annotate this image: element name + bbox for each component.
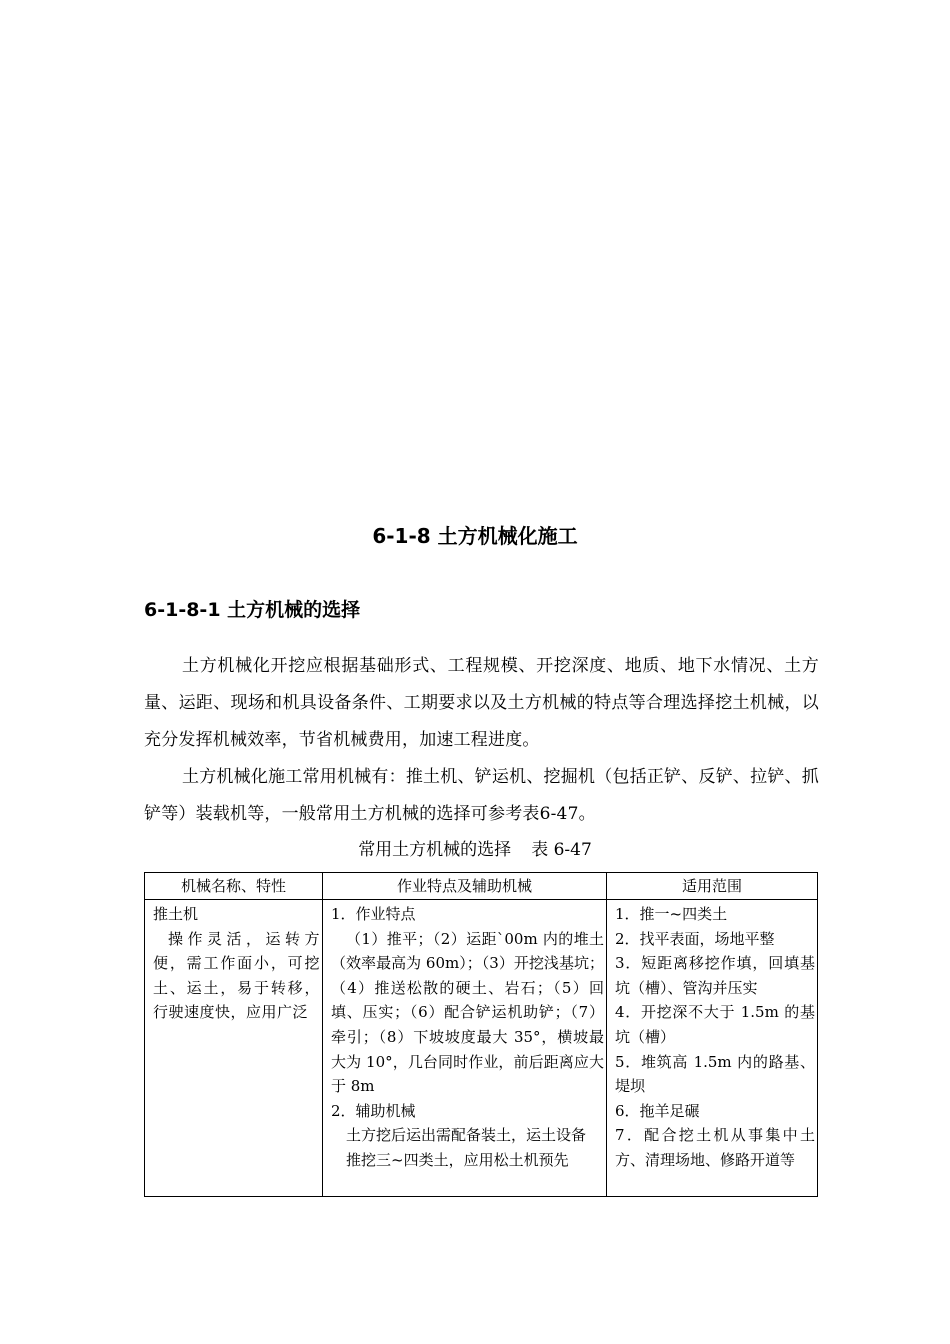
body-paragraph-2: 土方机械化施工常用机械有：推土机、铲运机、挖掘机（包括正铲、反铲、拉铲、抓铲等）装载机等，一般常用土方机械的选择可参考表6-47。 xyxy=(144,767,819,824)
body-paragraph-1: 土方机械化开挖应根据基础形式、工程规模、开挖深度、地质、地下水情况、土方量、运距、现场和机具设备条件、工期要求以及土方机械的特点等合理选择挖土机械，以充分发挥机械效率，节省机械费用，加速工程进度。 xyxy=(144,656,819,750)
table-header-row xyxy=(145,873,818,900)
table-caption-number: 表 6-47 xyxy=(531,840,592,860)
scope-line: 7．配合挖土机从事集中土方、清理场地、修路开道等 xyxy=(615,1126,815,1169)
machine-selection-table xyxy=(144,872,818,1197)
machine-cell xyxy=(145,900,323,1197)
machine-traits: 操作灵活，运转方便，需工作面小，可挖土、运土，易于转移，行驶速度快，应用广泛 xyxy=(153,929,320,1022)
scope-cell xyxy=(607,900,818,1197)
scope-line: 5．堆筑高 1.5m 内的路基、堤坝 xyxy=(615,1052,815,1096)
scope-line: 2．找平表面，场地平整 xyxy=(615,929,775,948)
table-caption xyxy=(0,836,950,864)
operation-line: （1）推平；（2）运距`00m 内的堆土（效率最高为 60m）；（3）开挖浅基坑；（4）推送松散的硬土、岩石；（5）回填、压实；（6）配合铲运机助铲；（7）牵引；（8）下坡坡度最大 35°，横坡最大为 10°，几台同时作业，前后距离应大于 8m xyxy=(331,929,604,1096)
scope-line: 4．开挖深不大于 1.5m 的基坑（槽） xyxy=(615,1003,815,1046)
table-header-scope: 适用范围 xyxy=(607,873,818,900)
operation-line: 2．辅助机械 xyxy=(331,1101,416,1120)
section-heading: 6-1-8-1 土方机械的选择 xyxy=(144,599,361,621)
page-title: 6-1-8 土方机械化施工 xyxy=(372,524,578,548)
operation-line: 土方挖后运出需配备装土，运土设备 xyxy=(346,1126,587,1145)
machine-name: 推土机 xyxy=(153,905,199,923)
table-caption-title: 常用土方机械的选择 xyxy=(358,840,512,860)
table-header-machine: 机械名称、特性 xyxy=(145,873,323,900)
table-header-operation: 作业特点及辅助机械 xyxy=(323,873,607,900)
scope-line: 1．推一~四类土 xyxy=(615,905,728,923)
scope-line: 3．短距离移挖作填，回填基坑（槽）、管沟并压实 xyxy=(615,954,815,997)
operation-line: 推挖三~四类土，应用松土机预先 xyxy=(346,1150,569,1169)
operation-cell xyxy=(323,900,607,1197)
operation-line: 1．作业特点 xyxy=(331,905,416,923)
table-row xyxy=(145,900,818,1197)
scope-line: 6．拖羊足碾 xyxy=(615,1101,700,1120)
